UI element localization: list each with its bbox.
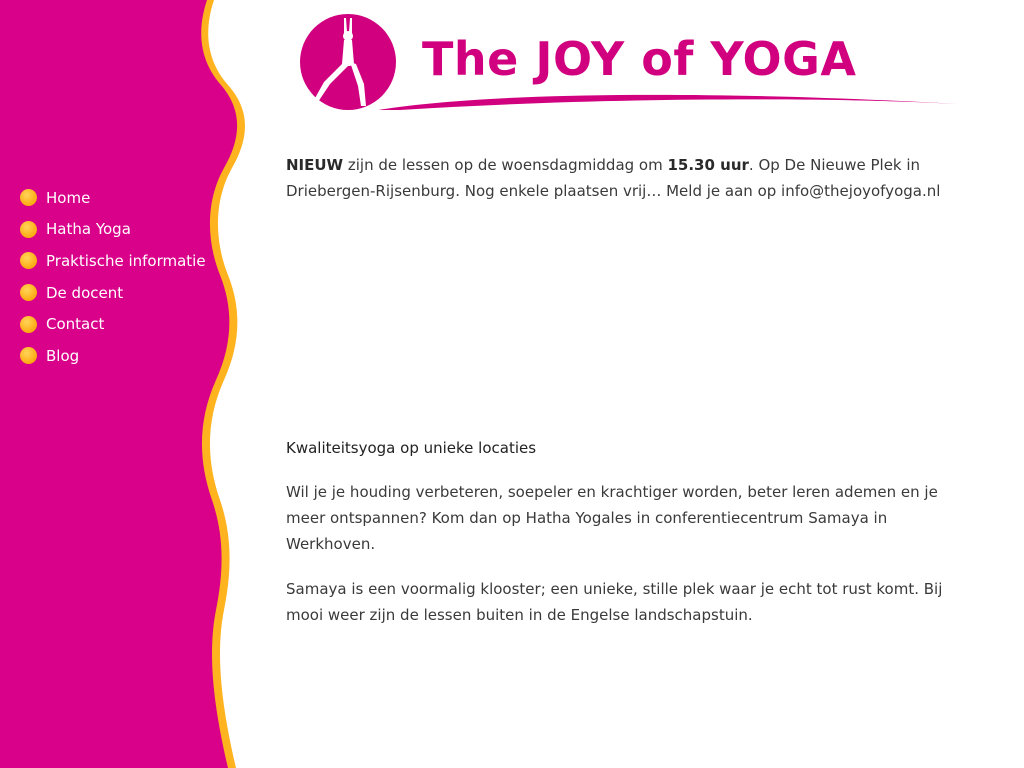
nav-item-label: Home xyxy=(46,188,91,207)
intro-text-1: zijn de lessen op de woensdagmiddag om xyxy=(343,156,668,174)
bullet-icon xyxy=(20,347,37,364)
section-paragraph-1: Wil je je houding verbeteren, soepeler en krachtiger worden, beter leren ademen en je meer ontspannen? Kom dan op Hatha Yogales in conferentiecentrum Samaya in Werkhoven. xyxy=(286,483,938,553)
nav-item-label: Praktische informatie xyxy=(46,251,206,270)
intro-time: 15.30 uur xyxy=(667,156,749,174)
nav-item-label: Blog xyxy=(46,346,80,365)
bullet-icon xyxy=(20,252,37,269)
site-logo[interactable] xyxy=(290,10,970,118)
nav-item-label: Hatha Yoga xyxy=(46,220,131,239)
intro-paragraph xyxy=(286,152,981,204)
sidebar-background xyxy=(0,0,260,768)
nav-item-praktische-informatie[interactable] xyxy=(20,245,206,277)
bullet-icon xyxy=(20,284,37,301)
bullet-icon xyxy=(20,221,37,238)
nav-item-hatha-yoga[interactable] xyxy=(20,214,206,246)
section-heading: Kwaliteitsyoga op unieke locaties xyxy=(286,439,537,457)
nav-item-contact[interactable] xyxy=(20,308,206,340)
new-label: NIEUW xyxy=(286,156,344,174)
nav-item-label: Contact xyxy=(46,315,105,334)
nav-item-de-docent[interactable] xyxy=(20,277,206,309)
logo-text: The JOY of YOGA xyxy=(422,32,857,86)
nav-item-blog[interactable] xyxy=(20,340,206,372)
section-paragraph-2: Samaya is een voormalig klooster; een unieke, stille plek waar je echt tot rust komt. Bij mooi weer zijn de lessen buiten in de Engelse landschapstuin. xyxy=(286,580,943,624)
main-nav xyxy=(20,182,206,372)
nav-item-home[interactable] xyxy=(20,182,206,214)
bullet-icon xyxy=(20,189,37,206)
bullet-icon xyxy=(20,316,37,333)
main-content xyxy=(286,152,981,628)
nav-item-label: De docent xyxy=(46,283,124,302)
intro-text-2: . Op De Nieuwe Plek in Driebergen-Rijsenburg. Nog enkele plaatsen vrij… Meld je aan op info@thejoyofyoga.nl xyxy=(286,156,941,200)
